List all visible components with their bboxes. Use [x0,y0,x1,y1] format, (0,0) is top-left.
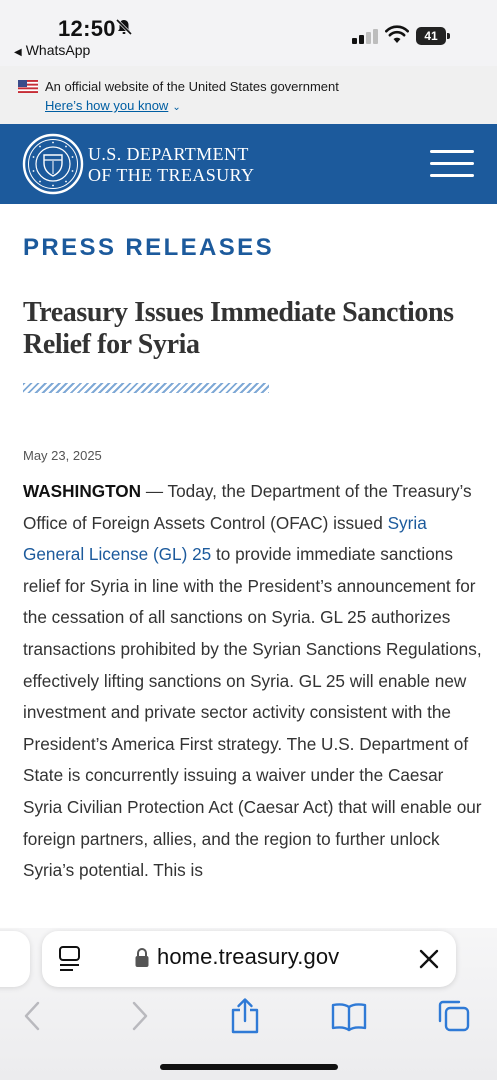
treasury-seal-icon[interactable] [22,133,84,195]
share-button[interactable] [229,997,261,1035]
status-time: 12:50 [58,16,116,41]
wifi-icon [385,25,409,45]
heres-how-you-know-label: Here’s how you know [45,98,169,113]
us-flag-icon [18,80,38,93]
tabs-button[interactable] [436,997,472,1035]
body-intro: — Today, the Department of the Treasury’s Office of Foreign Assets Control (OFAC) issued [23,481,472,533]
forward-button[interactable] [128,997,152,1035]
section-label[interactable]: PRESS RELEASES [23,234,274,261]
general-license-link[interactable]: Syria General License (GL) 25 [23,512,427,565]
tabs-icon [436,997,472,1035]
body-rest: to provide immediate sanctions relief for Syria in line with the President’s announcement for the cessation of all sanctions on Syria. GL 25 authorizes transactions prohibited by the Syrian Sanctions Regulations, effectively lifting sanctions on Syria. GL 25 will enable new investment and private sector activity consistent with the President’s America First strategy. The U.S. Department of State is concurrently issuing a waiver under the Caesar Syria Civilian Protection Act (Caesar Act) that will enable our foreign partners, allies, and the region to further unlock Syria’s potential. This is [23,544,482,881]
official-gov-text: An official website of the United States government [45,79,339,94]
chevron-down-icon: ⌄ [172,102,181,113]
site-header [0,124,497,204]
chevron-left-icon [20,997,44,1035]
treasury-wordmark[interactable] [88,144,254,186]
heres-how-you-know-link[interactable] [45,98,181,113]
official-gov-banner [0,66,497,124]
lock-icon [134,947,150,969]
back-app-label: WhatsApp [25,42,91,58]
silent-bell-icon [115,18,133,36]
chevron-right-icon [128,997,152,1035]
hamburger-menu-icon[interactable] [430,150,474,180]
brand-line-2: OF THE TREASURY [88,165,255,185]
back-button[interactable] [20,997,44,1035]
share-icon [229,997,261,1035]
status-bar [0,0,497,66]
dateline: WASHINGTON [23,481,142,501]
url-text[interactable]: home.treasury.gov [157,944,340,969]
book-icon [330,997,368,1035]
page-menu-icon[interactable] [58,945,82,973]
decorative-hatch-divider [23,383,269,393]
back-triangle-icon: ◀ [14,47,22,58]
home-indicator[interactable] [160,1064,338,1070]
bookmarks-button[interactable] [330,997,368,1035]
page-title: Treasury Issues Immediate Sanctions Relief for Syria [23,297,454,360]
close-icon[interactable] [418,948,440,970]
article-body [23,476,483,887]
cellular-signal-icon [352,28,378,44]
back-to-app-link[interactable] [14,42,90,58]
brand-line-1: U.S. DEPARTMENT [88,144,249,164]
previous-tab-pill[interactable] [0,931,30,987]
publish-date: May 23, 2025 [23,448,102,463]
battery-level: 41 [416,27,446,45]
battery-icon [416,27,450,45]
